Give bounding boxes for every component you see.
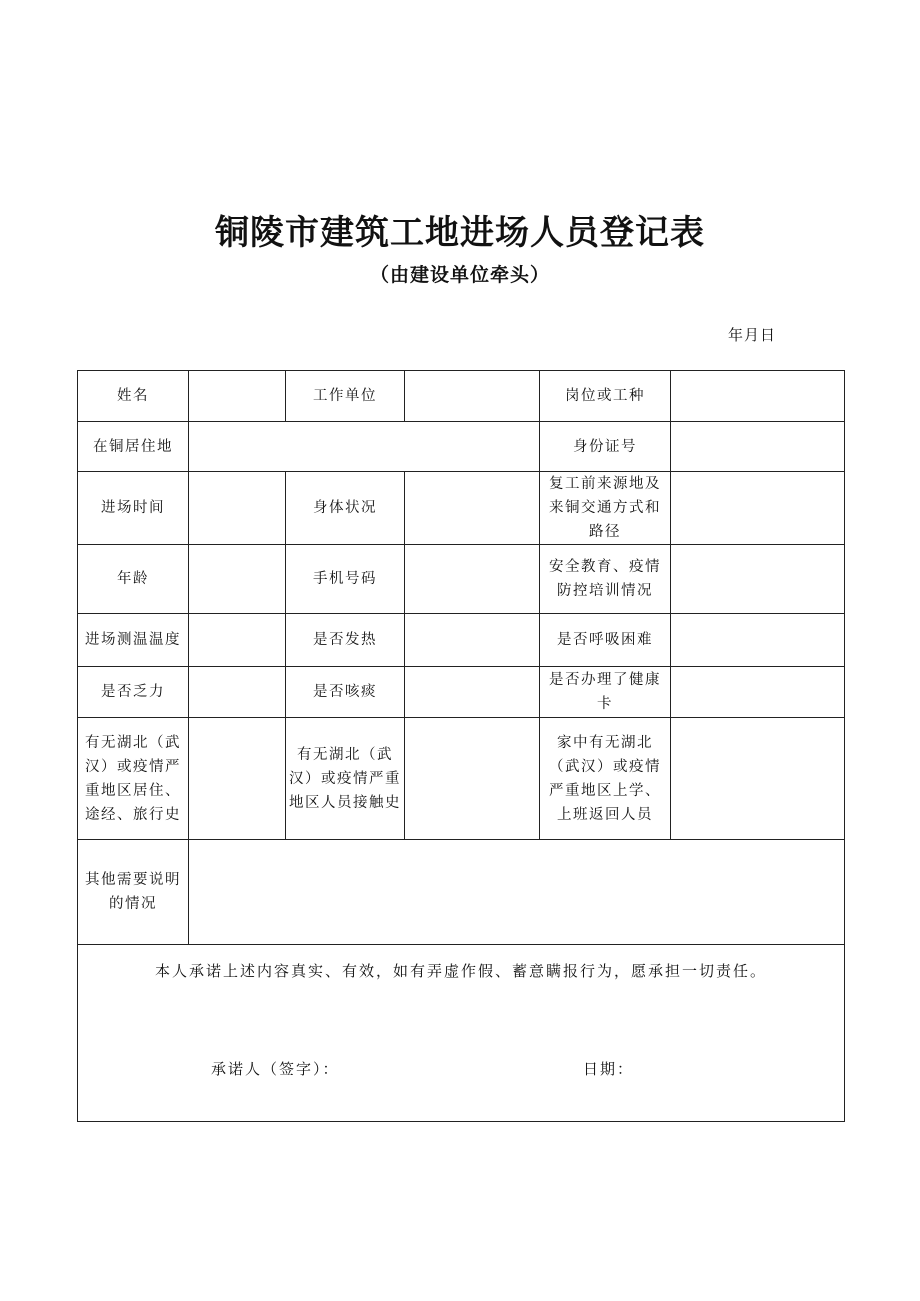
registration-form-table: [77, 370, 845, 1122]
label-health-card: 是否办理了健康卡: [540, 667, 671, 718]
row-exposure-history: [78, 718, 845, 840]
label-name: 姓名: [78, 371, 189, 422]
label-travel-history: 有无湖北（武汉）或疫情严重地区居住、途经、旅行史: [78, 718, 189, 840]
label-temperature: 进场测温温度: [78, 614, 189, 667]
label-cough: 是否咳痰: [286, 667, 405, 718]
field-source-route[interactable]: [671, 472, 845, 545]
label-fatigue: 是否乏力: [78, 667, 189, 718]
row-symptoms: [78, 667, 845, 718]
field-temperature[interactable]: [189, 614, 286, 667]
label-phone: 手机号码: [286, 545, 405, 614]
label-work-unit: 工作单位: [286, 371, 405, 422]
field-travel-history[interactable]: [189, 718, 286, 840]
pledge-cell: [78, 945, 845, 1122]
label-source-route: 复工前来源地及来铜交通方式和路径: [540, 472, 671, 545]
field-residence[interactable]: [189, 422, 540, 472]
field-health[interactable]: [405, 472, 540, 545]
label-fever: 是否发热: [286, 614, 405, 667]
row-residence: [78, 422, 845, 472]
field-contact-history[interactable]: [405, 718, 540, 840]
label-training: 安全教育、疫情防控培训情况: [540, 545, 671, 614]
label-health: 身体状况: [286, 472, 405, 545]
field-health-card[interactable]: [671, 667, 845, 718]
label-residence: 在铜居住地: [78, 422, 189, 472]
signer-label: 承诺人（签字）：: [211, 1060, 340, 1078]
field-work-unit[interactable]: [405, 371, 540, 422]
field-family-return[interactable]: [671, 718, 845, 840]
label-breathing: 是否呼吸困难: [540, 614, 671, 667]
field-age[interactable]: [189, 545, 286, 614]
pledge-text: 本人承诺上述内容真实、有效，如有弄虚作假、蓄意瞒报行为，愿承担一切责任。: [154, 962, 767, 980]
field-phone[interactable]: [405, 545, 540, 614]
label-contact-history: 有无湖北（武汉）或疫情严重地区人员接触史: [286, 718, 405, 840]
page-subtitle: （由建设单位牵头）: [369, 264, 550, 286]
field-fatigue[interactable]: [189, 667, 286, 718]
sign-date-label: 日期：: [583, 1060, 635, 1078]
label-entry-time: 进场时间: [78, 472, 189, 545]
field-post[interactable]: [671, 371, 845, 422]
row-age: [78, 545, 845, 614]
field-entry-time[interactable]: [189, 472, 286, 545]
page-title: 铜陵市建筑工地进场人员登记表: [215, 213, 705, 253]
field-breathing[interactable]: [671, 614, 845, 667]
row-pledge: [78, 945, 845, 1122]
field-other-notes[interactable]: [189, 840, 845, 945]
label-other-notes: 其他需要说明的情况: [78, 840, 189, 945]
field-id-number[interactable]: [671, 422, 845, 472]
field-fever[interactable]: [405, 614, 540, 667]
field-name[interactable]: [189, 371, 286, 422]
label-post: 岗位或工种: [540, 371, 671, 422]
row-temperature: [78, 614, 845, 667]
field-cough[interactable]: [405, 667, 540, 718]
form-date: 年月日: [727, 326, 776, 344]
label-family-return: 家中有无湖北（武汉）或疫情严重地区上学、上班返回人员: [540, 718, 671, 840]
row-other-notes: [78, 840, 845, 945]
label-id-number: 身份证号: [540, 422, 671, 472]
field-training[interactable]: [671, 545, 845, 614]
row-basic-info: [78, 371, 845, 422]
label-age: 年龄: [78, 545, 189, 614]
row-entry: [78, 472, 845, 545]
